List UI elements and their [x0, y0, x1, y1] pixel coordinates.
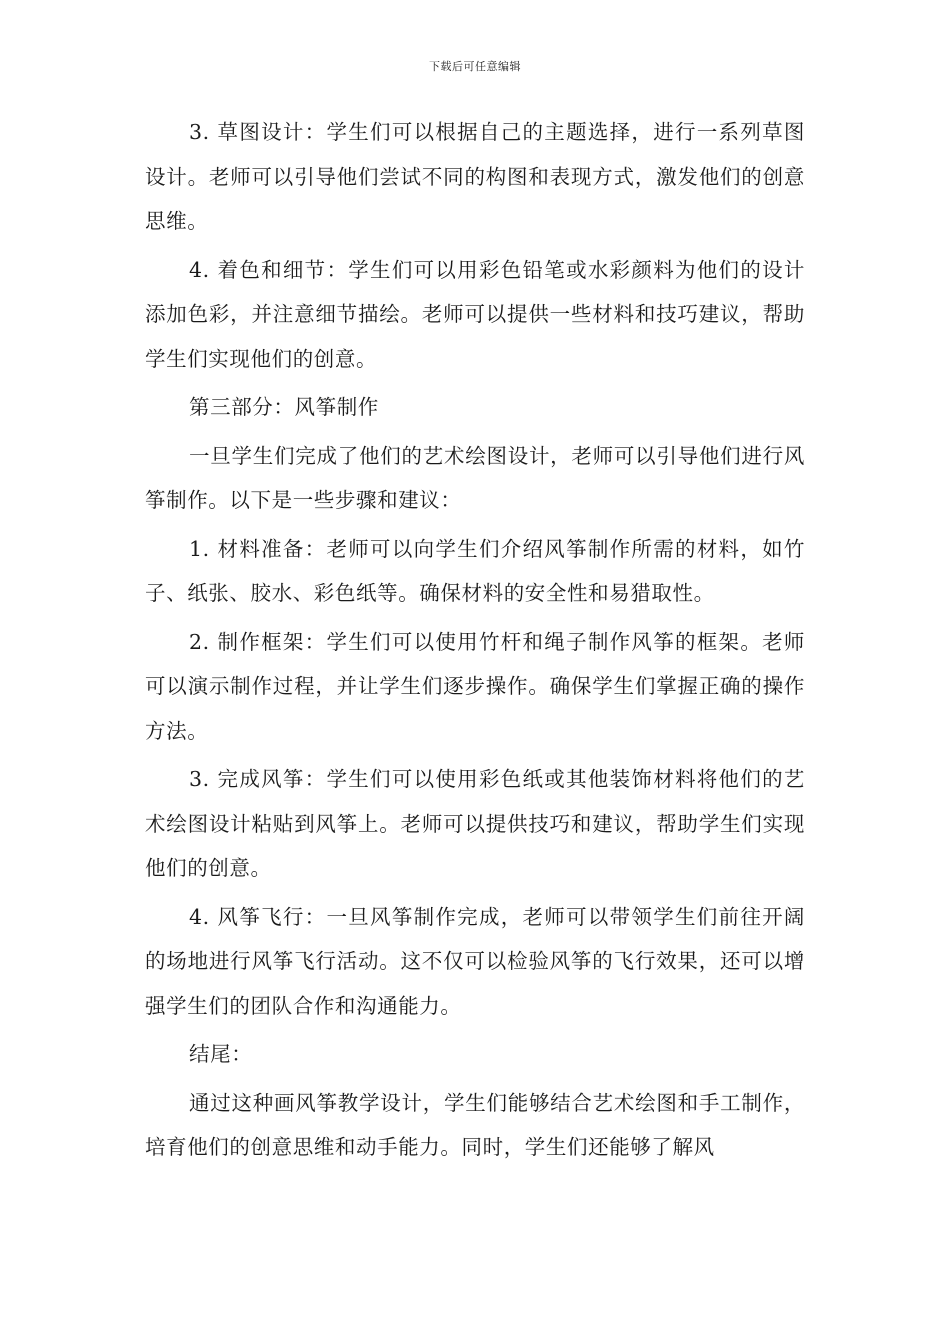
document-body	[145, 110, 805, 1174]
section-heading-ending: 结尾：	[189, 1042, 253, 1066]
page-header: 下载后可任意编辑	[429, 60, 521, 73]
paragraph-coloring-details: 4. 着色和细节：学生们可以用彩色铅笔或水彩颜料为他们的设计添加色彩，并注意细节描绘。老师可以提供一些材料和技巧建议，帮助学生们实现他们的创意。	[145, 257, 805, 371]
paragraph-kite-making-intro: 一旦学生们完成了他们的艺术绘图设计，老师可以引导他们进行风筝制作。以下是一些步骤和建议：	[145, 443, 805, 512]
paragraph-frame-making: 2. 制作框架：学生们可以使用竹杆和绳子制作风筝的框架。老师可以演示制作过程，并让学生们逐步操作。确保学生们掌握正确的操作方法。	[145, 629, 805, 743]
paragraph-conclusion: 通过这种画风筝教学设计，学生们能够结合艺术绘图和手工制作，培育他们的创意思维和动手能力。同时，学生们还能够了解风	[145, 1090, 805, 1159]
paragraph-kite-flying: 4. 风筝飞行：一旦风筝制作完成，老师可以带领学生们前往开阔的场地进行风筝飞行活动。这不仅可以检验风筝的飞行效果，还可以增强学生们的团队合作和沟通能力。	[145, 904, 805, 1018]
paragraph-sketch-design: 3. 草图设计：学生们可以根据自己的主题选择，进行一系列草图设计。老师可以引导他们尝试不同的构图和表现方式，激发他们的创意思维。	[145, 120, 805, 233]
paragraph-material-prep: 1. 材料准备：老师可以向学生们介绍风筝制作所需的材料，如竹子、纸张、胶水、彩色纸等。确保材料的安全性和易猎取性。	[145, 536, 805, 605]
section-heading-kite-making: 第三部分：风筝制作	[189, 395, 379, 419]
paragraph-finish-kite: 3. 完成风筝：学生们可以使用彩色纸或其他装饰材料将他们的艺术绘图设计粘贴到风筝上。老师可以提供技巧和建议，帮助学生们实现他们的创意。	[145, 767, 805, 880]
